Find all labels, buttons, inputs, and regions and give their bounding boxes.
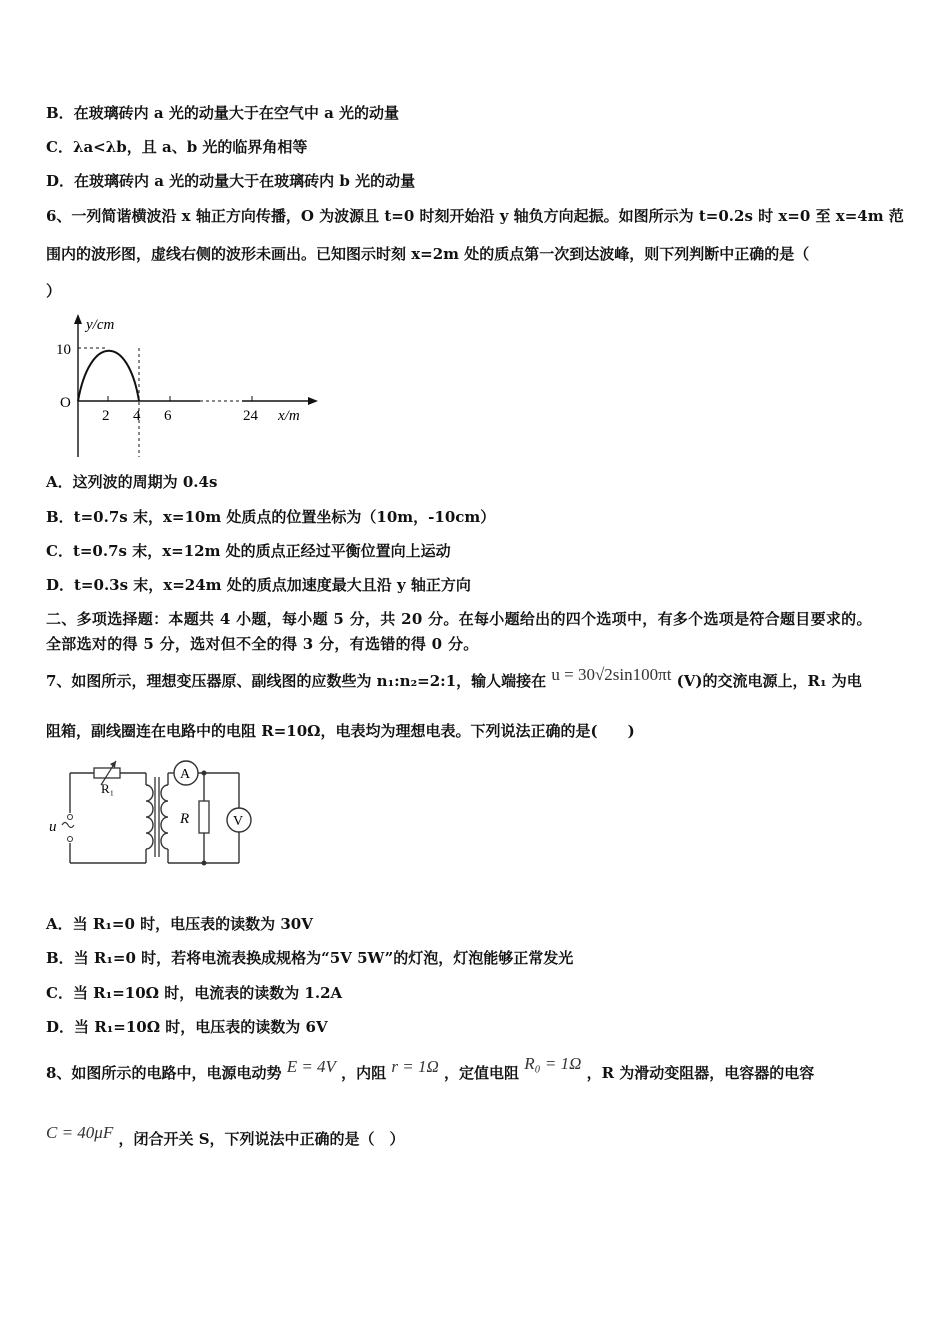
q8-r0: R₀ = 1Ω: [524, 1054, 582, 1073]
q7-option-b: B．当 R₁=0 时，若将电流表换成规格为“5V 5W”的灯泡，灯泡能够正常发光: [46, 949, 574, 967]
q8-stem-part1: 8、如图所示的电路中，电源电动势: [46, 1064, 282, 1082]
q7-option-d: D．当 R₁=10Ω 时，电压表的读数为 6V: [46, 1018, 328, 1036]
x-tick-label: 6: [164, 408, 172, 424]
source-label: u: [49, 819, 57, 835]
origin-label: O: [60, 395, 71, 411]
q5-option-b: B．在玻璃砖内 a 光的动量大于在空气中 a 光的动量: [46, 104, 400, 122]
voltmeter-label: V: [233, 814, 244, 829]
x-axis-label: x/m: [278, 408, 300, 424]
q8-stem-part3: ，定值电阻: [444, 1064, 520, 1082]
q8-stem-line2: [46, 1123, 405, 1149]
q6-option-b: B．t=0.7s 末，x=10m 处质点的位置坐标为（10m，-10cm）: [46, 508, 496, 526]
q8-stem-part5: ，闭合开关 S，下列说法中正确的是（ ）: [118, 1130, 405, 1148]
q7-circuit-figure: [46, 755, 266, 875]
section2-line1: 二、多项选择题：本题共 4 小题，每小题 5 分，共 20 分。在每小题给出的四个选项中，有多个选项是符合题目要求的。: [46, 610, 872, 628]
q6-stem-line2: 围内的波形图，虚线右侧的波形未画出。已知图示时刻 x=2m 处的质点第一次到达波峰，则下列判断中正确的是（: [46, 245, 810, 263]
q8-stem-line1: [46, 1054, 815, 1083]
q8-stem-part4: ，R 为滑动变阻器，电容器的电容: [586, 1064, 815, 1082]
x-tick-label: 24: [243, 408, 258, 424]
q8-emf: E = 4V: [286, 1057, 336, 1076]
q6-stem-line3: ）: [46, 282, 62, 300]
q7-formula: u = 30√2sin100πt: [551, 665, 672, 684]
q6-stem-line1: 6、一列简谐横波沿 x 轴正方向传播，O 为波源且 t=0 时刻开始沿 y 轴负方向起振。如图所示为 t=0.2s 时 x=0 至 x=4m 范: [46, 207, 904, 225]
x-tick-label: 2: [102, 408, 110, 424]
q6-option-a: A．这列波的周期为 0.4s: [46, 473, 218, 491]
q8-stem-part2: ，内阻: [341, 1064, 387, 1082]
y-axis-label: y/cm: [86, 317, 115, 333]
rheostat-label: R₁: [101, 781, 115, 796]
q5-option-c: C．λa<λb，且 a、b 光的临界角相等: [46, 138, 308, 156]
q8-internal-r: r = 1Ω: [391, 1057, 439, 1076]
q7-stem-line1: [46, 665, 862, 691]
resistor-label: R: [180, 811, 190, 827]
q8-capacitance: C = 40μF: [46, 1123, 114, 1142]
section2-line2: 全部选对的得 5 分，选对但不全的得 3 分，有选错的得 0 分。: [46, 635, 479, 653]
q7-option-a: A．当 R₁=0 时，电压表的读数为 30V: [46, 915, 313, 933]
q6-option-d: D．t=0.3s 末，x=24m 处的质点加速度最大且沿 y 轴正方向: [46, 576, 471, 594]
q7-stem-line2: 阻箱，副线圈连在电路中的电阻 R=10Ω，电表均为理想电表。下列说法正确的是( ): [46, 722, 635, 740]
y-tick-label: 10: [56, 342, 71, 358]
ammeter-label: A: [180, 767, 191, 782]
q6-wave-figure: [50, 312, 320, 462]
x-tick-label: 4: [133, 408, 141, 424]
q7-stem-part1: 7、如图所示，理想变压器原、副线图的应数些为 n₁:n₂=2:1，输人端接在: [46, 672, 547, 690]
q6-option-c: C．t=0.7s 末，x=12m 处的质点正经过平衡位置向上运动: [46, 542, 451, 560]
q7-stem-part2: (V)的交流电源上，R₁ 为电: [676, 672, 862, 690]
q5-option-d: D．在玻璃砖内 a 光的动量大于在玻璃砖内 b 光的动量: [46, 172, 416, 190]
q7-option-c: C．当 R₁=10Ω 时，电流表的读数为 1.2A: [46, 984, 343, 1002]
